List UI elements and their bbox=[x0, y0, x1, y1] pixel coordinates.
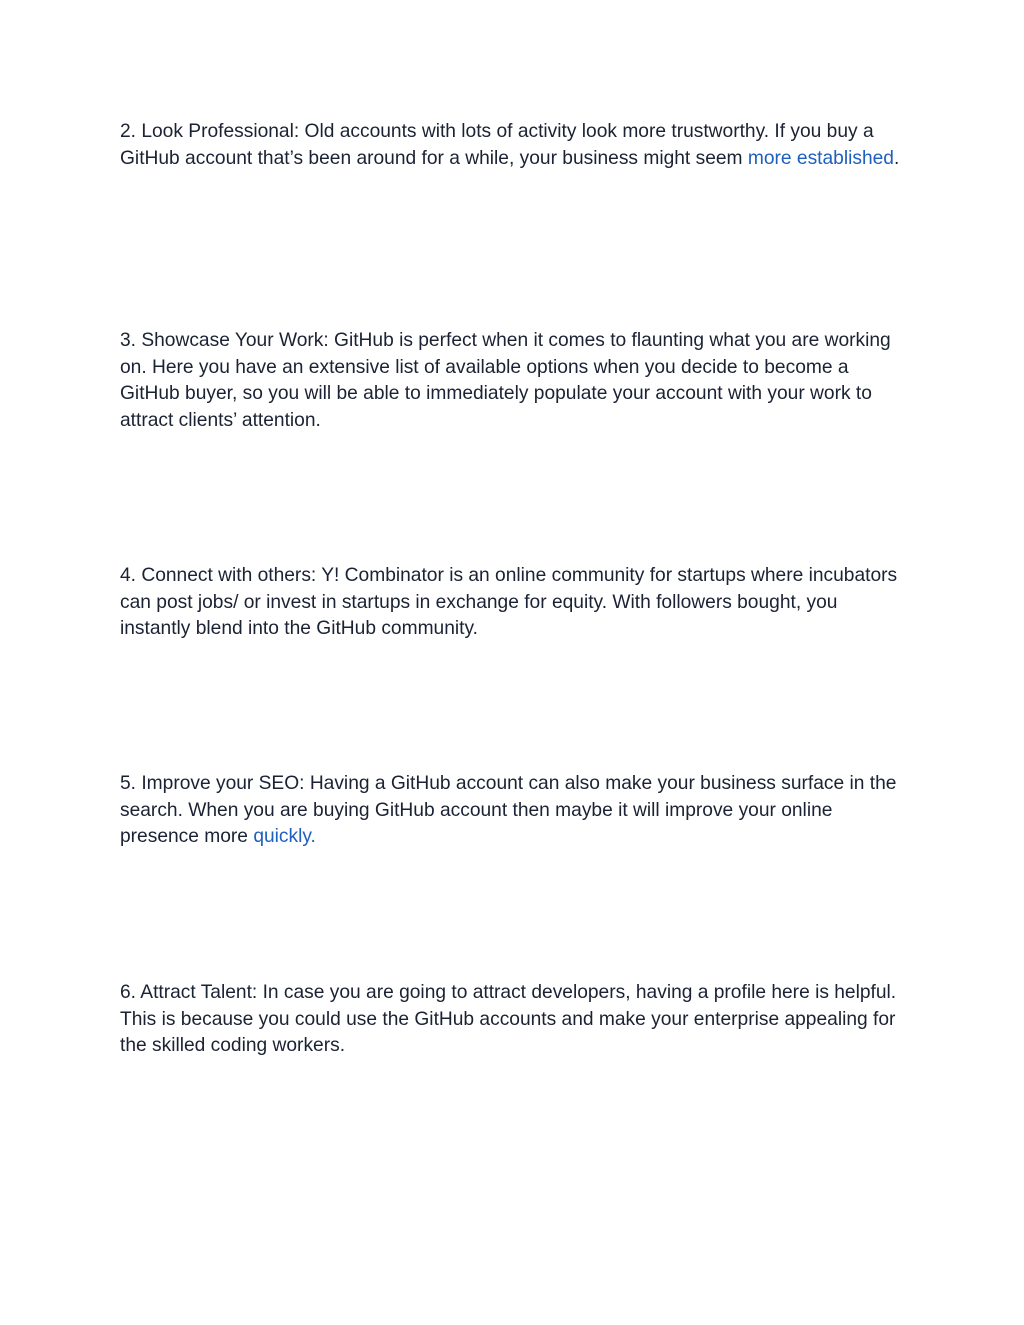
paragraph-showcase-work bbox=[120, 328, 905, 434]
quickly-link[interactable]: quickly. bbox=[253, 826, 316, 847]
paragraph-look-professional bbox=[120, 119, 905, 172]
paragraph-text: 3. Showcase Your Work: GitHub is perfect when it comes to flaunting what you are working on. Here you have an extensive list of available options when you decide to become a GitHub buyer, so you will be able to immediately populate your account with your work to attract clients’ attention. bbox=[120, 330, 891, 431]
paragraph-attract-talent bbox=[120, 980, 905, 1060]
paragraph-improve-seo bbox=[120, 771, 905, 851]
paragraph-text: 2. Look Professional: Old accounts with lots of activity look more trustworthy. If you buy a GitHub account that’s been around for a while, your business might seem bbox=[120, 121, 874, 169]
paragraph-text: 6. Attract Talent: In case you are going to attract developers, having a profile here is helpful. This is because you could use the GitHub accounts and make your enterprise appealing for the skilled coding workers. bbox=[120, 982, 897, 1056]
paragraph-end: . bbox=[893, 147, 900, 169]
more-established-link[interactable]: more established bbox=[747, 147, 894, 169]
paragraph-text: 5. Improve your SEO: Having a GitHub account can also make your business surface in the search. When you are buying GitHub account then maybe it will improve your online presence more bbox=[120, 773, 897, 847]
paragraph-text: 4. Connect with others: Y! Combinator is an online community for startups where incubators can post jobs/ or invest in startups in exchange for equity. With followers bought, you instantly blend into the GitHub community. bbox=[120, 565, 898, 639]
paragraph-connect-with-others bbox=[120, 563, 905, 643]
